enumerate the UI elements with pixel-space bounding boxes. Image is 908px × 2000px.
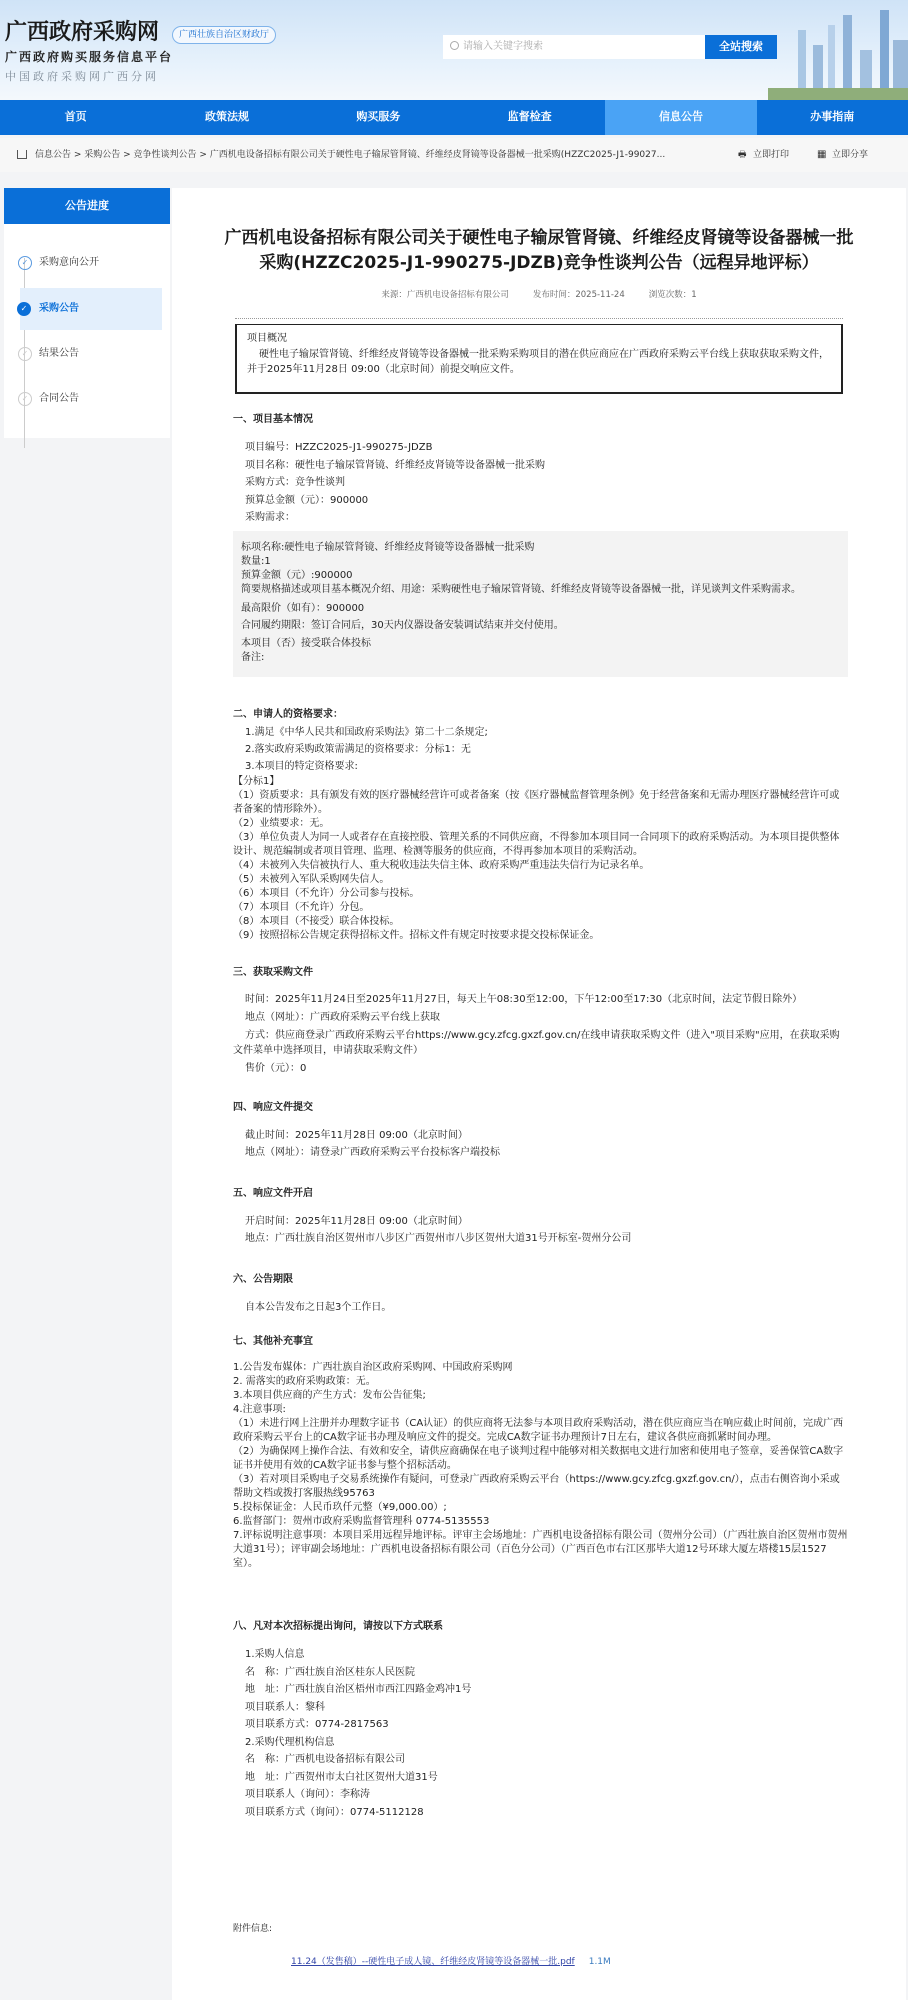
text-line: 名 称：广西壮族自治区桂东人民医院 xyxy=(245,1666,415,1678)
text-line: 1.公告发布媒体：广西壮族自治区政府采购网、中国政府采购网 xyxy=(233,1362,513,1373)
text-line: （1）未进行网上注册并办理数字证书（CA认证）的供应商将无法参与本项目政府采购活动，潜在供应商应当在响应截止时间前，完成广西政府采购云平台上的CA数字证书办理及响应文件的提交。完成CA数字证书办理预计7日左右，建议各供应商抓紧时间办理。 xyxy=(233,1418,844,1443)
check-circle-icon: ✓ xyxy=(18,256,32,270)
article-body xyxy=(233,410,848,1967)
breadcrumb xyxy=(0,138,908,172)
text-line: 地 址：广西壮族自治区梧州市西江四路金鸡冲1号 xyxy=(245,1684,472,1695)
overview-text: 硬性电子输尿管肾镜、纤维经皮肾镜等设备器械一批采购采购项目的潜在供应商应在广西政府采购云平台线上获取获取采购文件，并于2025年11月28日 09:00（北京时间）前提交响应文件。 xyxy=(247,349,829,375)
text-line: 方式：供应商登录广西政府采购云平台https://www.gcy.zfcg.gxzf.gov.cn/在线申请获取采购文件（进入"项目采购"应用，在获取采购文件菜单中选择项目，申请获取采购文件） xyxy=(233,1029,840,1056)
site-search-button[interactable]: 全站搜索 xyxy=(705,35,777,59)
sidebar-title: 公告进度 xyxy=(4,188,170,224)
print-button[interactable]: 立即打印 xyxy=(753,150,790,160)
search-input[interactable]: 请输入关键字搜索 xyxy=(443,35,705,59)
section-heading: 五、响应文件开启 xyxy=(233,1187,313,1199)
text-line: 项目编号：HZZC2025-J1-990275-JDZB xyxy=(245,442,433,453)
text-line: 预算金额（元）:900000 xyxy=(241,569,353,581)
section-heading: 三、获取采购文件 xyxy=(233,966,313,978)
text-line: （4）未被列入失信被执行人、重大税收违法失信主体、政府采购严重违法失信行为记录名单。 xyxy=(233,859,650,871)
nav-guide[interactable]: 办事指南 xyxy=(810,110,855,123)
page-title: 广西机电设备招标有限公司关于硬性电子输尿管肾镜、纤维经皮肾镜等设备器械一批 采购(HZZC2025-J1-990275-JDZB)竞争性谈判公告（远程异地评标） xyxy=(224,228,854,273)
section-heading: 一、项目基本情况 xyxy=(233,414,313,425)
city-skyline-image xyxy=(768,0,908,100)
text-line: 地点（网址）：请登录广西政府采购云平台投标客户端投标 xyxy=(245,1147,500,1158)
view-count: 浏览次数：1 xyxy=(648,290,697,300)
step-result-notice[interactable]: ✓ 结果公告 xyxy=(4,333,170,375)
text-line: 最高限价（如有）：900000 xyxy=(241,602,365,614)
text-line: 时间：2025年11月24日至2025年11月27日，每天上午08:30至12:00，下午12:00至17:30（北京时间，法定节假日除外） xyxy=(245,993,803,1005)
overview-title: 项目概况 xyxy=(247,333,287,344)
text-line: 地点（网址）：广西政府采购云平台线上获取 xyxy=(245,1011,440,1023)
text-line: 5.投标保证金：人民币玖仟元整（¥9,000.00）; xyxy=(233,1502,447,1513)
share-button[interactable]: 立即分享 xyxy=(832,150,869,160)
text-line: 标项名称:硬性电子输尿管肾镜、纤维经皮肾镜等设备器械一批采购 xyxy=(241,541,535,553)
home-icon[interactable] xyxy=(17,150,27,159)
text-line: 采购需求： xyxy=(245,512,295,523)
text-line: （2）业绩要求：无。 xyxy=(233,817,330,829)
site-subtitle-secondary: 中国政府采购网广西分网 xyxy=(5,70,159,83)
text-line: 1.采购人信息 xyxy=(245,1649,305,1660)
text-line: （6）本项目（不允许）分公司参与投标。 xyxy=(233,887,420,899)
text-line: 本项目（否）接受联合体投标 xyxy=(241,637,371,649)
text-line: 项目名称：硬性电子输尿管肾镜、纤维经皮肾镜等设备器械一批采购 xyxy=(245,459,545,471)
finance-dept-badge: 广西壮族自治区财政厅 xyxy=(172,26,276,44)
attachments-label: 附件信息: xyxy=(233,1924,273,1934)
text-line: 4.注意事项: xyxy=(233,1404,286,1415)
text-line: 6.监督部门：贺州市政府采购监督管理科 0774-5135553 xyxy=(233,1516,490,1527)
section-heading: 四、响应文件提交 xyxy=(233,1101,313,1113)
section-heading: 二、申请人的资格要求： xyxy=(233,708,343,720)
text-line: 3.本项目供应商的产生方式：发布公告征集; xyxy=(233,1390,426,1401)
article-meta xyxy=(172,288,906,300)
search-icon xyxy=(450,41,459,50)
text-line: 项目联系人（询问）：李称涛 xyxy=(245,1789,370,1800)
text-line: 7.评标说明注意事项：本项目采用远程异地评标。评审主会场地址：广西机电设备招标有限公司（贺州分公司）（广西壮族自治区贺州市贺州大道31号）；评审副会场地址：广西机电设备招标有限公司（百色分公司）（广西百色市右江区那毕大道12号环球大厦左塔楼15层1527室）。 xyxy=(233,1530,848,1569)
site-subtitle: 广西政府购买服务信息平台 xyxy=(5,50,174,64)
text-line: 地点：广西壮族自治区贺州市八步区广西贺州市八步区贺州大道31号开标室-贺州分公司 xyxy=(245,1233,632,1244)
text-line: （7）本项目（不允许）分包。 xyxy=(233,901,370,913)
site-logo-title[interactable]: 广西政府采购网 xyxy=(5,20,160,45)
text-line: 3.本项目的特定资格要求: xyxy=(245,760,358,772)
text-line: 简要规格描述或项目基本概况介绍、用途：采购硬性电子输尿管肾镜、纤维经皮肾镜等设备器械一批，详见谈判文件采购需求。 xyxy=(241,583,801,595)
article-panel xyxy=(172,188,906,2000)
text-line: 项目联系人：黎科 xyxy=(245,1701,325,1713)
project-overview-box xyxy=(235,324,843,394)
check-circle-icon: ✓ xyxy=(18,392,32,406)
step-intent-disclosure[interactable]: ✓ 采购意向公开 xyxy=(4,242,170,284)
text-line: 截止时间：2025年11月28日 09:00（北京时间） xyxy=(245,1129,468,1141)
nav-home[interactable]: 首页 xyxy=(64,110,87,123)
text-line: 自本公告发布之日起3个工作日。 xyxy=(245,1301,392,1313)
step-procurement-notice[interactable]: ✓ 采购公告 xyxy=(20,288,162,330)
text-line: 名 称：广西机电设备招标有限公司 xyxy=(245,1754,405,1765)
nav-services[interactable]: 购买服务 xyxy=(356,110,401,123)
attachment-link[interactable]: 11.24（发售稿）--硬性电子成人镜、纤维经皮肾镜等设备器械一批.pdf xyxy=(291,1957,575,1967)
site-header xyxy=(0,0,908,100)
breadcrumb-path[interactable]: 信息公告 > 采购公告 > 竞争性谈判公告 > 广西机电设备招标有限公司关于硬性电子输尿管肾镜、纤维经皮肾镜等设备器械一批采购(HZZC2025-J1-99027... xyxy=(35,150,666,160)
text-line: 2.落实政府采购政策需满足的资格要求：分标1：无 xyxy=(245,743,471,755)
section-heading: 七、其他补充事宜 xyxy=(233,1336,313,1347)
divider xyxy=(235,318,843,319)
qr-code-icon[interactable]: ▦ xyxy=(817,149,827,160)
section-heading: 八、凡对本次招标提出询问，请按以下方式联系 xyxy=(233,1621,443,1632)
text-line: 2. 需落实的政府采购政策：无。 xyxy=(233,1376,376,1387)
text-line: 2.采购代理机构信息 xyxy=(245,1736,335,1748)
attachment-item xyxy=(233,1954,848,1967)
text-line: （2）为确保网上操作合法、有效和安全，请供应商确保在电子谈判过程中能够对相关数据电文进行加密和使用电子签章，妥善保管CA数字证书并使用有效的CA数字证书参与整个招标活动。 xyxy=(233,1446,844,1471)
text-line: 备注: xyxy=(241,651,265,663)
text-line: 预算总金额（元）：900000 xyxy=(245,494,369,506)
printer-icon[interactable]: 🖶 xyxy=(738,150,747,160)
text-line: （3）单位负责人为同一人或者存在直接控股、管理关系的不同供应商，不得参加本项目同一合同项下的政府采购活动。为本项目提供整体设计、规范编制或者项目管理、监理、检测等服务的供应商，不得再参加本项目的采购活动。 xyxy=(233,831,840,857)
text-line: 【分标1】 xyxy=(233,775,280,787)
text-line: 合同履约期限：签订合同后，30天内仪器设备安装调试结束并交付使用。 xyxy=(241,619,564,631)
attachment-size: 1.1M xyxy=(588,1957,611,1967)
main-nav xyxy=(0,100,908,135)
text-line: （3）若对项目采购电子交易系统操作有疑问，可登录广西政府采购云平台（https://www.gcy.zfcg.gxzf.gov.cn/），点击右侧咨询小采或帮助文档或拨打客服热线95763 xyxy=(233,1474,840,1499)
nav-supervision[interactable]: 监督检查 xyxy=(507,110,552,123)
text-line: 开启时间：2025年11月28日 09:00（北京时间） xyxy=(245,1215,468,1227)
check-circle-icon: ✓ xyxy=(17,302,31,316)
text-line: 1.满足《中华人民共和国政府采购法》第二十二条规定; xyxy=(245,726,488,738)
source: 来源：广西机电设备招标有限公司 xyxy=(381,290,509,300)
nav-announcements[interactable]: 信息公告 xyxy=(605,100,756,135)
text-line: 售价（元）：0 xyxy=(245,1062,307,1074)
text-line: （1）资质要求：具有颁发有效的医疗器械经营许可或者备案（按《医疗器械监督管理条例》免于经营备案和无需办理医疗器械经营许可或者备案的情形除外）。 xyxy=(233,789,840,815)
text-line: （8）本项目（不接受）联合体投标。 xyxy=(233,915,400,927)
text-line: 项目联系方式：0774-2817563 xyxy=(245,1719,389,1730)
text-line: （5）未被列入军队采购网失信人。 xyxy=(233,873,390,885)
nav-policy[interactable]: 政策法规 xyxy=(204,110,249,123)
announcement-progress-sidebar xyxy=(4,188,170,438)
section-heading: 六、公告期限 xyxy=(233,1273,293,1285)
text-line: 采购方式：竞争性谈判 xyxy=(245,477,345,488)
step-contract-notice[interactable]: ✓ 合同公告 xyxy=(4,378,170,420)
check-circle-icon: ✓ xyxy=(18,347,32,361)
lot-details-box xyxy=(233,531,848,677)
publish-time: 发布时间：2025-11-24 xyxy=(532,290,625,300)
text-line: 数量:1 xyxy=(241,555,271,567)
text-line: 地 址：广西贺州市太白社区贺州大道31号 xyxy=(245,1771,438,1783)
text-line: 项目联系方式（询问）：0774-5112128 xyxy=(245,1806,424,1818)
text-line: （9）按照招标公告规定获得招标文件。招标文件有规定时按要求提交投标保证金。 xyxy=(233,929,600,941)
